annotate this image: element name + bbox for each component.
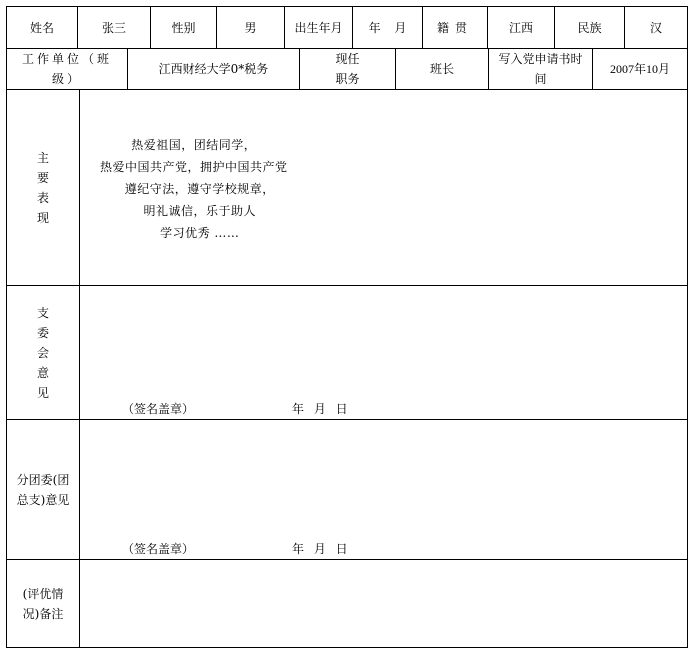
league-label: 分团委(团总支)意见 — [16, 472, 70, 507]
birth-value: 年 月 — [353, 7, 423, 48]
branch-label: 支委会意见 — [36, 305, 49, 400]
branch-opinion-row — [7, 286, 687, 420]
performance-line-3: 遵纪守法，遵守学校规章， — [124, 182, 275, 196]
league-date: 年 月 日 — [292, 542, 348, 556]
remarks-label: (评优情况)备注 — [22, 586, 64, 621]
branch-date: 年 月 日 — [292, 402, 348, 416]
position-label: 现任职务 — [300, 49, 396, 89]
name-value: 张三 — [78, 7, 151, 48]
performance-line-5: 学习优秀 …… — [160, 226, 240, 240]
gender-value: 男 — [217, 7, 285, 48]
performance-label-cell — [7, 90, 80, 285]
gender-label: 性别 — [151, 7, 217, 48]
work-info-row — [7, 49, 687, 90]
name-label: 姓名 — [7, 7, 78, 48]
birth-label: 出生年月 — [285, 7, 353, 48]
origin-value: 江西 — [488, 7, 555, 48]
performance-line-2: 热爱中国共产党，拥护中国共产党 — [100, 160, 288, 174]
remarks-label-cell — [7, 560, 80, 647]
apply-time-value: 2007年10月 — [609, 62, 670, 76]
league-sign: （签名盖章） — [122, 542, 195, 556]
league-opinion-row — [7, 420, 687, 560]
remarks-row — [7, 560, 687, 647]
branch-sign: （签名盖章） — [122, 402, 195, 416]
apply-time-label: 写入党申请书时间 — [489, 49, 593, 89]
branch-content — [80, 286, 687, 419]
performance-text — [100, 134, 288, 244]
performance-row — [7, 90, 687, 286]
application-form — [6, 6, 688, 648]
ethnicity-value: 汉 — [649, 20, 662, 35]
ethnicity-label: 民族 — [555, 7, 625, 48]
performance-line-1: 热爱祖国，团结同学， — [131, 138, 257, 152]
league-content — [80, 420, 687, 559]
work-unit-label: 工作单位（班级） — [7, 49, 128, 89]
league-label-cell — [7, 420, 80, 559]
performance-content — [80, 90, 687, 285]
origin-label: 籍贯 — [423, 7, 488, 48]
branch-label-cell — [7, 286, 80, 419]
performance-label: 主要表现 — [36, 150, 49, 225]
work-unit-value: 江西财经大学0*税务 — [128, 49, 300, 89]
basic-info-row — [7, 7, 687, 49]
remarks-content — [80, 560, 687, 647]
performance-line-4: 明礼诚信，乐于助人 — [143, 204, 257, 218]
position-value: 班长 — [396, 49, 489, 89]
